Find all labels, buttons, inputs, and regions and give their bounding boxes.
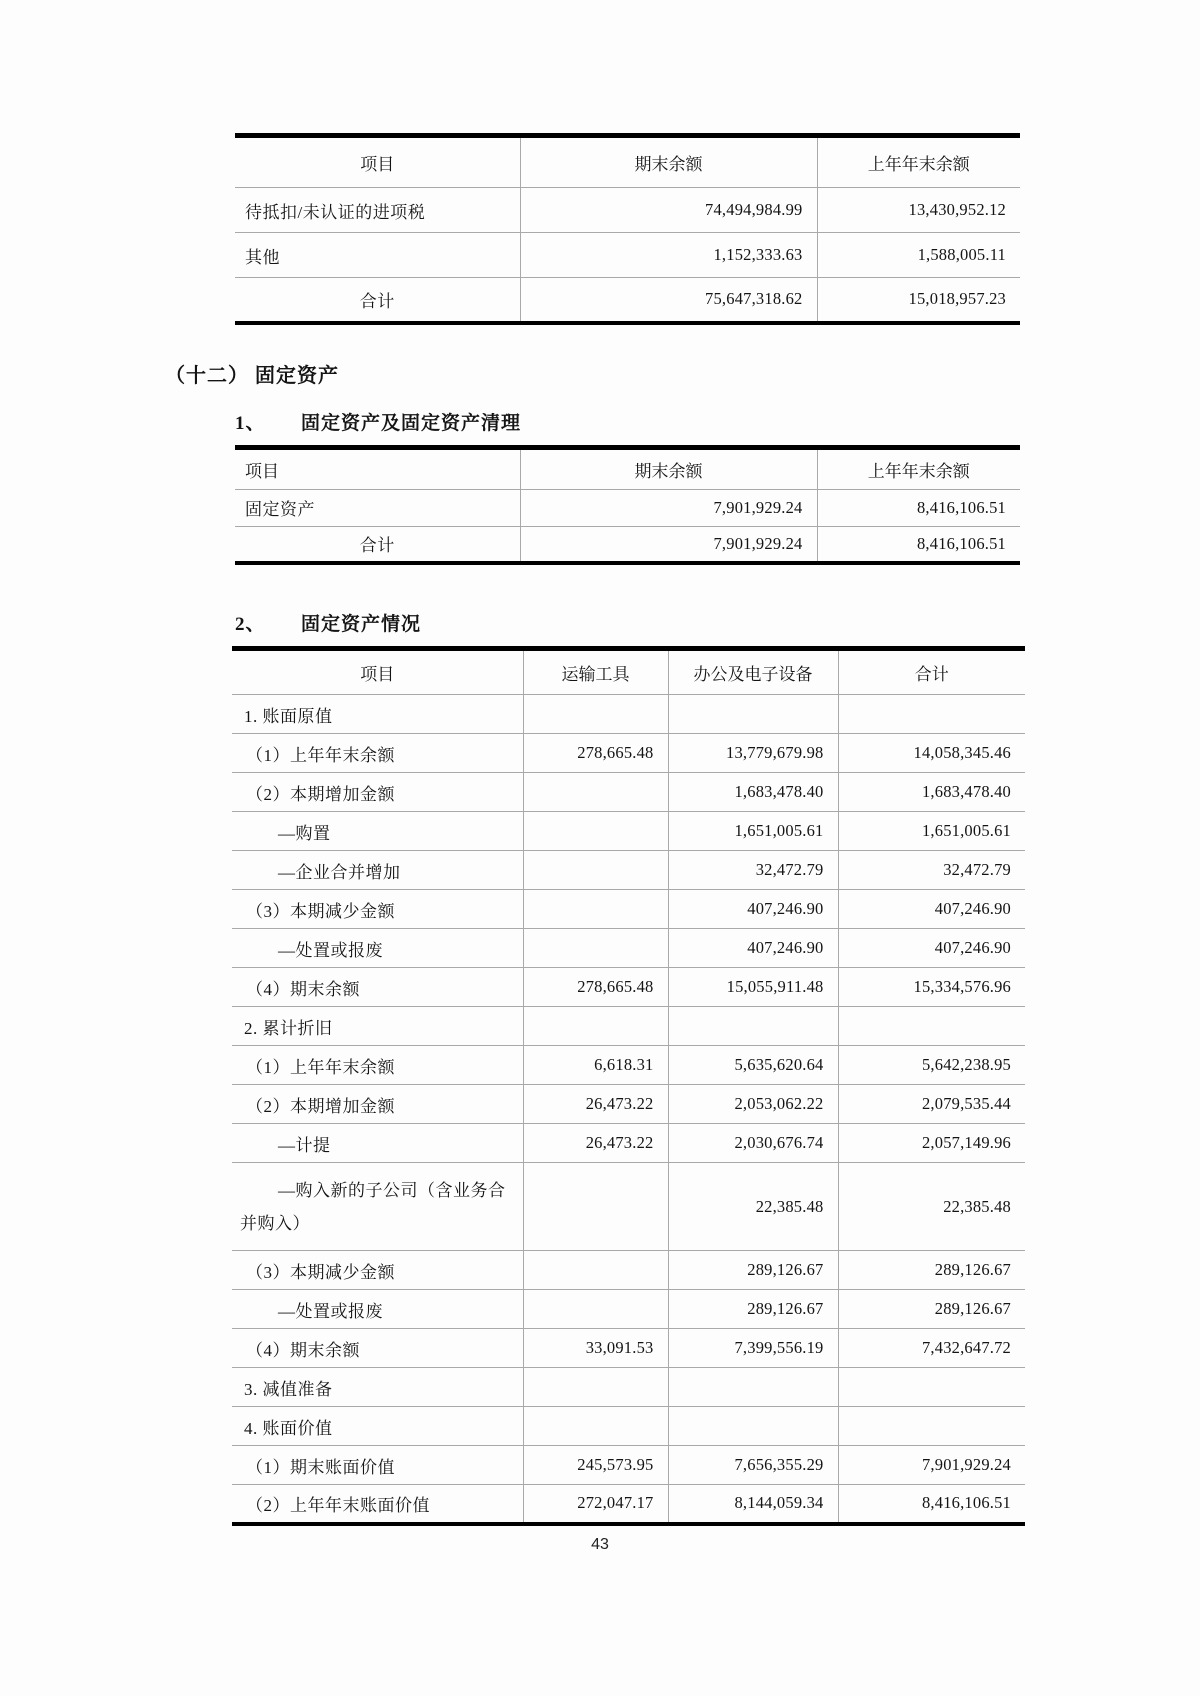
section-heading-12 <box>165 359 1200 388</box>
value-cell: 1,683,478.40 <box>838 773 1025 812</box>
row-label: 1. 账面原值 <box>232 695 523 734</box>
column-header: 上年年末余额 <box>817 447 1020 489</box>
value-cell: 1,651,005.61 <box>668 812 838 851</box>
value-cell <box>523 695 668 734</box>
table-row <box>235 489 1020 526</box>
value-cell: 7,399,556.19 <box>668 1329 838 1368</box>
value-cell: 2,057,149.96 <box>838 1124 1025 1163</box>
table-row <box>232 1290 1025 1329</box>
table-row <box>232 1007 1025 1046</box>
subsection-2-number: 2、 <box>235 614 266 635</box>
value-cell: 407,246.90 <box>838 929 1025 968</box>
column-header: 运输工具 <box>523 649 668 695</box>
page-number: 43 <box>591 1536 609 1553</box>
table-row <box>232 890 1025 929</box>
row-label: 合计 <box>359 291 395 311</box>
table-row <box>232 1046 1025 1085</box>
row-label: 合计 <box>359 536 395 556</box>
table-row <box>232 1407 1025 1446</box>
table-row <box>232 1446 1025 1485</box>
value-cell: 13,430,952.12 <box>817 188 1020 233</box>
value-cell <box>523 1007 668 1046</box>
column-header: 办公及电子设备 <box>668 649 838 695</box>
value-cell: 7,901,929.24 <box>520 526 817 563</box>
value-cell: 6,618.31 <box>523 1046 668 1085</box>
value-cell <box>523 890 668 929</box>
value-cell: 1,588,005.11 <box>817 233 1020 278</box>
value-cell: 15,055,911.48 <box>668 968 838 1007</box>
value-cell: 75,647,318.62 <box>520 278 817 323</box>
row-label: —处置或报废 <box>232 929 523 968</box>
value-cell <box>838 1407 1025 1446</box>
row-label: （2）本期增加金额 <box>232 1085 523 1124</box>
value-cell: 26,473.22 <box>523 1085 668 1124</box>
row-label: —处置或报废 <box>232 1290 523 1329</box>
header-row <box>235 447 1020 489</box>
value-cell <box>523 929 668 968</box>
value-cell: 5,642,238.95 <box>838 1046 1025 1085</box>
table-row <box>232 1251 1025 1290</box>
value-cell: 32,472.79 <box>838 851 1025 890</box>
row-label: （4）期末余额 <box>232 968 523 1007</box>
value-cell: 289,126.67 <box>668 1251 838 1290</box>
value-cell: 14,058,345.46 <box>838 734 1025 773</box>
table-row <box>232 1085 1025 1124</box>
value-cell: 33,091.53 <box>523 1329 668 1368</box>
value-cell <box>668 695 838 734</box>
value-cell: 407,246.90 <box>668 890 838 929</box>
value-cell: 245,573.95 <box>523 1446 668 1485</box>
table-row <box>232 734 1025 773</box>
value-cell: 278,665.48 <box>523 734 668 773</box>
table-row <box>232 1368 1025 1407</box>
row-label: —购入新的子公司（含业务合并购入） <box>232 1163 523 1251</box>
subsection-1-title: 固定资产及固定资产清理 <box>301 412 522 434</box>
table-row <box>232 1124 1025 1163</box>
value-cell: 15,018,957.23 <box>817 278 1020 323</box>
section-title: 固定资产 <box>255 364 339 387</box>
value-cell: 278,665.48 <box>523 968 668 1007</box>
table-row <box>232 812 1025 851</box>
value-cell: 289,126.67 <box>838 1290 1025 1329</box>
value-cell: 13,779,679.98 <box>668 734 838 773</box>
value-cell <box>523 1407 668 1446</box>
table-row <box>232 1163 1025 1251</box>
table-row <box>235 233 1020 278</box>
row-label: 4. 账面价值 <box>232 1407 523 1446</box>
value-cell <box>523 812 668 851</box>
header-row <box>235 136 1020 188</box>
value-cell: 8,416,106.51 <box>817 526 1020 563</box>
row-label: 其他 <box>235 233 520 278</box>
table-row <box>235 526 1020 563</box>
value-cell <box>838 1007 1025 1046</box>
value-cell: 7,901,929.24 <box>520 489 817 526</box>
section-number: （十二） <box>165 364 249 387</box>
value-cell: 289,126.67 <box>668 1290 838 1329</box>
column-header: 期末余额 <box>520 447 817 489</box>
value-cell <box>668 1407 838 1446</box>
value-cell: 74,494,984.99 <box>520 188 817 233</box>
column-header: 期末余额 <box>520 136 817 188</box>
value-cell <box>523 773 668 812</box>
value-cell: 15,334,576.96 <box>838 968 1025 1007</box>
value-cell: 1,683,478.40 <box>668 773 838 812</box>
value-cell <box>523 1290 668 1329</box>
row-label: （2）上年年末账面价值 <box>246 1495 430 1515</box>
fixed-assets-clearance-table <box>235 445 1020 566</box>
table-row <box>232 773 1025 812</box>
value-cell <box>838 1368 1025 1407</box>
value-cell: 407,246.90 <box>838 890 1025 929</box>
value-cell: 7,656,355.29 <box>668 1446 838 1485</box>
value-cell: 289,126.67 <box>838 1251 1025 1290</box>
value-cell <box>668 1007 838 1046</box>
row-label: （2）本期增加金额 <box>232 773 523 812</box>
value-cell <box>523 1368 668 1407</box>
header-row <box>232 649 1025 695</box>
table-row <box>232 1329 1025 1368</box>
value-cell: 22,385.48 <box>838 1163 1025 1251</box>
value-cell: 7,432,647.72 <box>838 1329 1025 1368</box>
fixed-assets-detail-table <box>232 646 1025 1526</box>
value-cell: 26,473.22 <box>523 1124 668 1163</box>
table-row <box>232 929 1025 968</box>
value-cell: 1,152,333.63 <box>520 233 817 278</box>
value-cell: 2,079,535.44 <box>838 1085 1025 1124</box>
row-label: 固定资产 <box>235 489 520 526</box>
value-cell: 8,144,059.34 <box>668 1485 838 1524</box>
value-cell: 32,472.79 <box>668 851 838 890</box>
column-header: 合计 <box>838 649 1025 695</box>
row-label: （3）本期减少金额 <box>232 1251 523 1290</box>
value-cell: 1,651,005.61 <box>838 812 1025 851</box>
table-row <box>232 851 1025 890</box>
column-header: 项目 <box>235 136 520 188</box>
value-cell <box>838 695 1025 734</box>
row-label: （1）上年年末余额 <box>232 1046 523 1085</box>
value-cell: 2,053,062.22 <box>668 1085 838 1124</box>
value-cell: 22,385.48 <box>668 1163 838 1251</box>
column-header: 项目 <box>235 447 520 489</box>
row-label: 3. 减值准备 <box>232 1368 523 1407</box>
table-row <box>232 1485 1025 1524</box>
value-cell: 2,030,676.74 <box>668 1124 838 1163</box>
row-label: （1）期末账面价值 <box>232 1446 523 1485</box>
column-header: 上年年末余额 <box>817 136 1020 188</box>
deferred-input-tax-table <box>235 133 1020 325</box>
value-cell: 272,047.17 <box>523 1485 668 1524</box>
value-cell: 5,635,620.64 <box>668 1046 838 1085</box>
value-cell: 8,416,106.51 <box>838 1485 1025 1524</box>
subsection-1-number: 1、 <box>235 412 266 434</box>
row-label: 2. 累计折旧 <box>232 1007 523 1046</box>
value-cell <box>668 1368 838 1407</box>
row-label: （4）期末余额 <box>232 1329 523 1368</box>
subsection-2-title: 固定资产情况 <box>301 614 422 635</box>
value-cell <box>523 1251 668 1290</box>
row-label: 待抵扣/未认证的进项税 <box>235 188 520 233</box>
table-row <box>232 695 1025 734</box>
value-cell: 8,416,106.51 <box>817 489 1020 526</box>
value-cell: 7,901,929.24 <box>838 1446 1025 1485</box>
column-header: 项目 <box>232 649 523 695</box>
row-label: （3）本期减少金额 <box>232 890 523 929</box>
row-label: —购置 <box>232 812 523 851</box>
value-cell <box>523 851 668 890</box>
subsection-1-heading <box>235 408 1200 435</box>
row-label: —企业合并增加 <box>232 851 523 890</box>
value-cell: 407,246.90 <box>668 929 838 968</box>
value-cell <box>523 1163 668 1251</box>
table-row <box>235 278 1020 323</box>
table-row <box>232 968 1025 1007</box>
row-label: （1）上年年末余额 <box>232 734 523 773</box>
table-row <box>235 188 1020 233</box>
subsection-2-heading <box>235 609 1200 636</box>
row-label: —计提 <box>232 1124 523 1163</box>
